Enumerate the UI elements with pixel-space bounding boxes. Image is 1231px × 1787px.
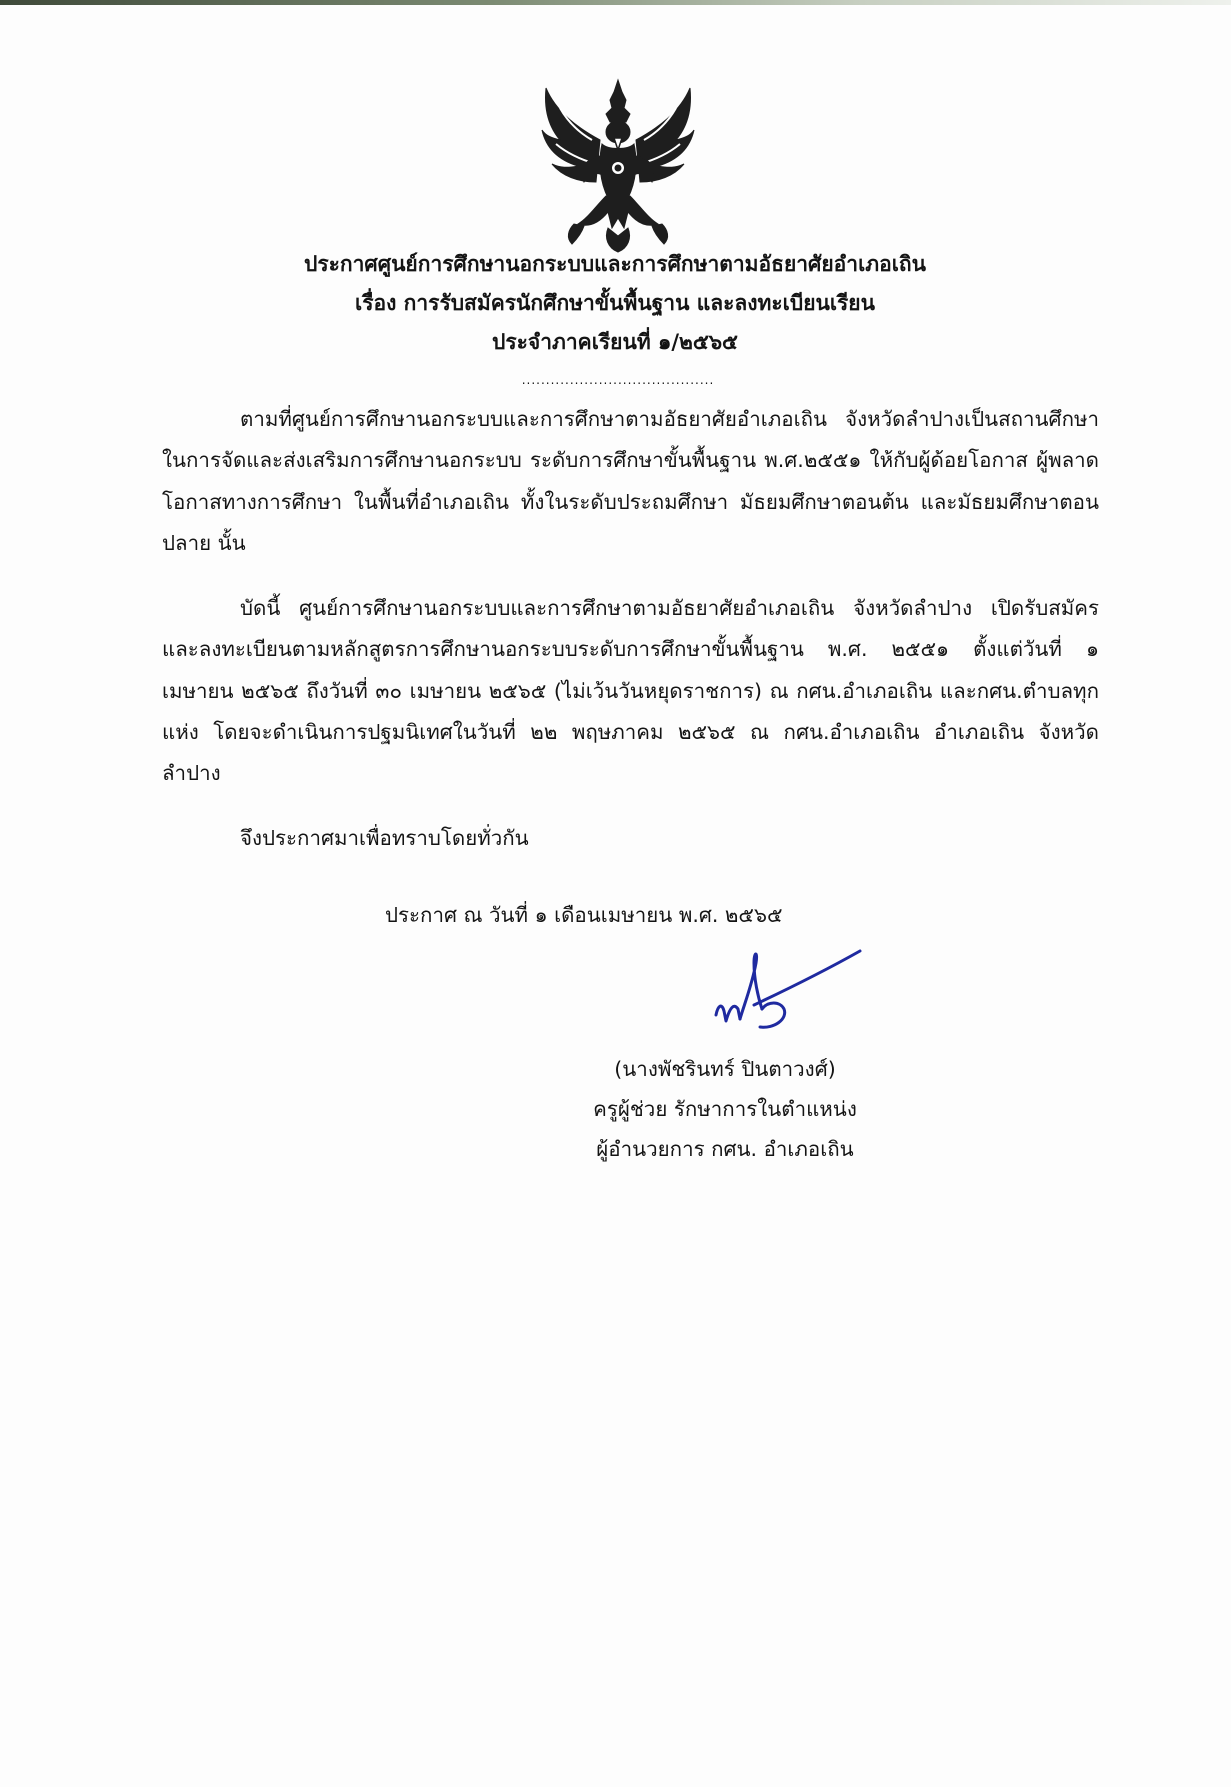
paragraph2-line-2: และลงทะเบียนตามหลักสูตรการศึกษานอกระบบระดับการศึกษาขั้นพื้นฐาน พ.ศ. ๒๕๕๑ ตั้งแต่วันที่ ๑ xyxy=(162,637,1099,661)
signatory-name: (นางพัชรินทร์ ปินตาวงศ์) xyxy=(614,1057,836,1081)
paragraph1-line-3: โอกาสทางการศึกษา ในพื้นที่อำเภอเถิน ทั้งในระดับประถมศึกษา มัธยมศึกษาตอนต้น และมัธยมศึกษาตอน xyxy=(162,490,1099,514)
paragraph2-line-3: เมษายน ๒๕๖๕ ถึงวันที่ ๓๐ เมษายน ๒๕๖๕ (ไม่เว้นวันหยุดราชการ) ณ กศน.อำเภอเถิน และกศน.ตำบลทุก xyxy=(162,679,1099,703)
announcement-date: ประกาศ ณ วันที่ ๑ เดือนเมษายน พ.ศ. ๒๕๖๕ xyxy=(385,903,783,927)
paragraph1-line-2: ในการจัดและส่งเสริมการศึกษานอกระบบ ระดับการศึกษาขั้นพื้นฐาน พ.ศ.๒๕๕๑ ให้กับผู้ด้อยโอกาส ผู้พลาด xyxy=(162,448,1099,472)
announcement-subject: เรื่อง การรับสมัครนักศึกษาขั้นพื้นฐาน และลงทะเบียนเรียน xyxy=(355,291,875,315)
paragraph2-line-5: ลำปาง xyxy=(162,761,221,785)
paragraph2-line-4: แห่ง โดยจะดำเนินการปฐมนิเทศในวันที่ ๒๒ พฤษภาคม ๒๕๖๕ ณ กศน.อำเภอเถิน อำเภอเถิน จังหวัด xyxy=(162,720,1099,744)
paragraph2-line-1: บัดนี้ ศูนย์การศึกษานอกระบบและการศึกษาตามอัธยาศัยอำเภอเถิน จังหวัดลำปาง เปิดรับสมัคร xyxy=(240,596,1099,620)
garuda-emblem-icon xyxy=(538,78,698,253)
scan-top-edge xyxy=(0,0,1231,5)
signatory-position-2: ผู้อำนวยการ กศน. อำเภอเถิน xyxy=(596,1137,854,1161)
signatory-position-1: ครูผู้ช่วย รักษาการในตำแหน่ง xyxy=(593,1097,857,1121)
closing-statement: จึงประกาศมาเพื่อทราบโดยทั่วกัน xyxy=(240,826,529,850)
title-divider: ........................................ xyxy=(521,373,715,387)
paragraph1-line-1: ตามที่ศูนย์การศึกษานอกระบบและการศึกษาตามอัธยาศัยอำเภอเถิน จังหวัดลำปางเป็นสถานศึกษา xyxy=(240,407,1099,431)
announcement-title: ประกาศศูนย์การศึกษานอกระบบและการศึกษาตามอัธยาศัยอำเภอเถิน xyxy=(304,252,926,276)
paragraph1-line-4: ปลาย นั้น xyxy=(162,531,246,555)
signature-mark xyxy=(708,945,868,1035)
announcement-semester: ประจำภาคเรียนที่ ๑/๒๕๖๕ xyxy=(492,330,738,354)
